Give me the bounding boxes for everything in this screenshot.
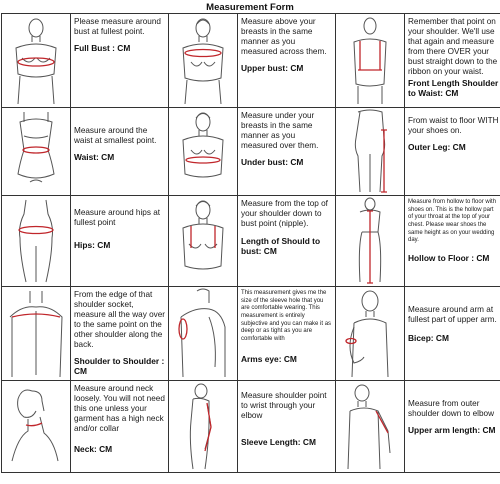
shoulder-to-bust-figure [169, 196, 238, 287]
sleeve-length-illustration [169, 381, 237, 472]
shoulder-to-shoulder-description: From the edge of that shoulder socket, measure all the way over to the same point on the other shoulder along the back. [74, 290, 166, 349]
upper-arm-length-figure [336, 381, 405, 473]
sleeve-length-cell [238, 381, 336, 473]
hips-figure [2, 196, 71, 287]
full-bust-label: Full Bust : CM [74, 43, 131, 53]
upper-bust-label: Upper bust: CM [241, 63, 304, 73]
hollow-to-floor-cell [405, 196, 500, 287]
hollow-to-floor-label: Hollow to Floor : CM [408, 253, 490, 264]
sleeve-length-figure [169, 381, 238, 473]
bicep-figure [336, 287, 405, 381]
back-shoulders-illustration [2, 287, 70, 380]
upper-arm-length-label: Upper arm length: CM [408, 425, 496, 435]
shoulder-to-bust-label: Length of Should to bust: CM [241, 236, 321, 257]
hips-label: Hips: CM [74, 240, 111, 250]
arms-eye-illustration [169, 287, 237, 380]
shoulder-to-bust-cell [238, 196, 336, 287]
hips-illustration [2, 196, 70, 286]
bust-front-illustration [2, 14, 70, 107]
shoulder-to-shoulder-cell [71, 287, 169, 381]
under-bust-description: Measure under your breasts in the same manner as you measured over them. [241, 111, 319, 150]
hollow-to-floor-description: Measure from hollow to floor with shoes on. This is the hollow part of your throat at the top of your chest. Please wear shoes the same height as on your wedding day. [408, 199, 497, 244]
waist-figure [2, 108, 71, 196]
under-bust-illustration [169, 108, 237, 195]
outer-leg-figure [336, 108, 405, 196]
upper-arm-length-description: Measure from outer shoulder down to elbow [408, 399, 495, 418]
shoulder-to-shoulder-label: Shoulder to Shoulder : CM [74, 356, 165, 377]
shoulder-to-bust-illustration [169, 196, 237, 286]
bicep-cell [405, 287, 500, 381]
hips-cell [71, 196, 169, 287]
under-bust-label: Under bust: CM [241, 157, 304, 167]
upper-arm-illustration [336, 381, 404, 472]
neck-label: Neck: CM [74, 444, 113, 454]
outer-leg-description: From waist to floor WITH your shoes on. [408, 116, 499, 135]
form-title: Measurement Form [206, 2, 294, 13]
outer-leg-illustration [336, 108, 404, 195]
neck-description: Measure around neck loosely. You will not need this one unless your garment has a high neck and/or collar [74, 384, 165, 433]
waist-label: Waist: CM [74, 152, 115, 162]
shoulder-to-bust-description: Measure from the top of your shoulder down to bust point (nipple). [241, 199, 328, 228]
front-length-description: Remember that point on your shoulder. We'll use that again and measure from there OVER your bust straight down to the ribbon on your waist. [408, 17, 498, 76]
bicep-illustration [336, 287, 404, 380]
outer-leg-label: Outer Leg: CM [408, 142, 466, 152]
upper-arm-length-cell [405, 381, 500, 473]
arms-eye-description: This measurement gives me the size of the sleeve hole that you are comfortable wearing. This measurement is entirely subjective and you can make it as deep or as tight as you are comfortable with [241, 290, 332, 343]
shoulder-to-shoulder-figure [2, 287, 71, 381]
hollow-to-floor-figure [336, 196, 405, 287]
full-bust-cell [71, 14, 169, 108]
under-bust-figure [169, 108, 238, 196]
waist-illustration [2, 108, 70, 195]
arms-eye-figure [169, 287, 238, 381]
upper-bust-description: Measure above your breasts in the same manner as you measured across them. [241, 17, 327, 56]
neck-figure [2, 381, 71, 473]
waist-description: Measure around the waist at smallest point. [74, 126, 157, 145]
upper-bust-cell [238, 14, 336, 108]
sleeve-length-label: Sleeve Length: CM [241, 437, 316, 447]
waist-cell [71, 108, 169, 196]
outer-leg-cell [405, 108, 500, 196]
arms-eye-cell [238, 287, 336, 381]
front-length-label: Front Length Shoulder to Waist: CM [408, 78, 499, 99]
bicep-description: Measure around arm at fullest part of upper arm. [408, 305, 497, 324]
sleeve-length-description: Measure shoulder point to wrist through your elbow [241, 391, 327, 420]
hips-description: Measure around hips at fullest point [74, 208, 161, 227]
upper-bust-illustration [169, 14, 237, 107]
full-bust-figure [2, 14, 71, 108]
upper-bust-figure [169, 14, 238, 108]
bicep-label: Bicep: CM [408, 333, 449, 343]
full-bust-description: Please measure around bust at fullest point. [74, 17, 161, 36]
under-bust-cell [238, 108, 336, 196]
front-length-cell [405, 14, 500, 108]
measurement-grid [1, 13, 500, 473]
hollow-to-floor-illustration [336, 196, 404, 286]
arms-eye-label: Arms eye: CM [241, 353, 297, 364]
neck-cell [71, 381, 169, 473]
neck-profile-illustration [2, 381, 70, 472]
front-length-figure [336, 14, 405, 108]
front-length-illustration [336, 14, 404, 107]
